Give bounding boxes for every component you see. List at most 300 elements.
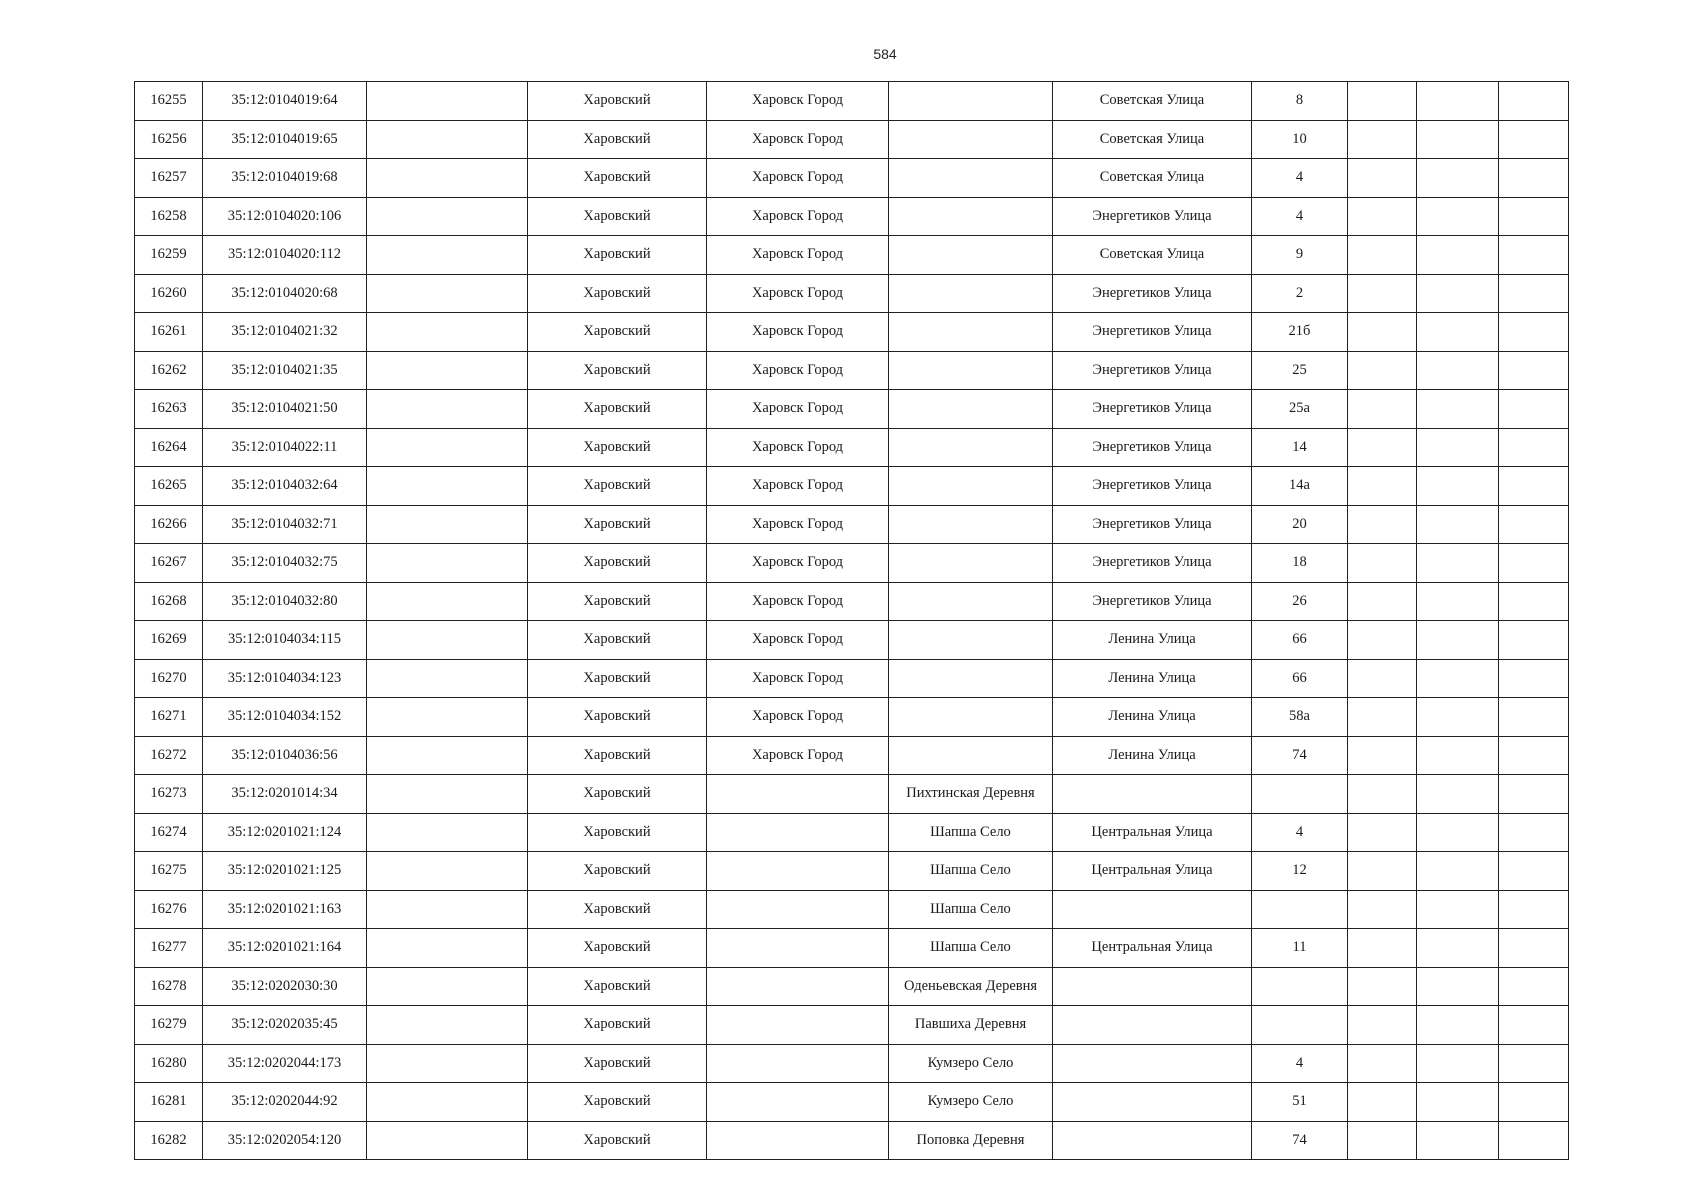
empty-cell xyxy=(1348,929,1417,968)
table-row xyxy=(135,890,1569,929)
street-cell: Энергетиков Улица xyxy=(1053,428,1252,467)
table-row xyxy=(135,929,1569,968)
empty-cell xyxy=(1499,544,1569,583)
empty-cell xyxy=(1499,351,1569,390)
empty-cell xyxy=(367,698,528,737)
street-cell xyxy=(1053,1006,1252,1045)
settlement-cell xyxy=(889,236,1053,275)
district-cell: Харовский xyxy=(528,1044,707,1083)
empty-cell xyxy=(1499,775,1569,814)
empty-cell xyxy=(1417,967,1499,1006)
cadastral-number-cell: 35:12:0104022:11 xyxy=(203,428,367,467)
cadastral-number-cell: 35:12:0104021:50 xyxy=(203,390,367,429)
empty-cell xyxy=(1417,1006,1499,1045)
cadastral-number-cell: 35:12:0202044:173 xyxy=(203,1044,367,1083)
row-number-cell: 16268 xyxy=(135,582,203,621)
cadastral-number-cell: 35:12:0104032:64 xyxy=(203,467,367,506)
house-number-cell: 74 xyxy=(1252,1121,1348,1160)
cadastral-number-cell: 35:12:0104034:152 xyxy=(203,698,367,737)
settlement-cell xyxy=(889,390,1053,429)
table-row xyxy=(135,467,1569,506)
empty-cell xyxy=(1499,929,1569,968)
district-cell: Харовский xyxy=(528,544,707,583)
empty-cell xyxy=(1348,852,1417,891)
house-number-cell xyxy=(1252,890,1348,929)
empty-cell xyxy=(1348,197,1417,236)
empty-cell xyxy=(1417,736,1499,775)
city-cell: Харовск Город xyxy=(707,236,889,275)
settlement-cell xyxy=(889,582,1053,621)
cadastral-number-cell: 35:12:0202054:120 xyxy=(203,1121,367,1160)
empty-cell xyxy=(1348,544,1417,583)
row-number-cell: 16255 xyxy=(135,82,203,121)
row-number-cell: 16260 xyxy=(135,274,203,313)
empty-cell xyxy=(1499,467,1569,506)
row-number-cell: 16259 xyxy=(135,236,203,275)
empty-cell xyxy=(1348,775,1417,814)
house-number-cell: 74 xyxy=(1252,736,1348,775)
cadastral-number-cell: 35:12:0104020:68 xyxy=(203,274,367,313)
row-number-cell: 16281 xyxy=(135,1083,203,1122)
empty-cell xyxy=(1417,313,1499,352)
empty-cell xyxy=(1417,890,1499,929)
city-cell: Харовск Город xyxy=(707,582,889,621)
city-cell: Харовск Город xyxy=(707,82,889,121)
empty-cell xyxy=(367,428,528,467)
row-number-cell: 16266 xyxy=(135,505,203,544)
empty-cell xyxy=(1417,1121,1499,1160)
city-cell xyxy=(707,1083,889,1122)
page-number: 584 xyxy=(873,46,897,62)
empty-cell xyxy=(1499,390,1569,429)
empty-cell xyxy=(1348,313,1417,352)
district-cell: Харовский xyxy=(528,82,707,121)
house-number-cell: 66 xyxy=(1252,621,1348,660)
empty-cell xyxy=(367,1044,528,1083)
settlement-cell: Шапша Село xyxy=(889,852,1053,891)
street-cell: Советская Улица xyxy=(1053,82,1252,121)
row-number-cell: 16264 xyxy=(135,428,203,467)
empty-cell xyxy=(367,197,528,236)
cadastral-number-cell: 35:12:0104020:112 xyxy=(203,236,367,275)
empty-cell xyxy=(1417,505,1499,544)
cadastral-number-cell: 35:12:0202030:30 xyxy=(203,967,367,1006)
street-cell xyxy=(1053,1083,1252,1122)
table-row xyxy=(135,967,1569,1006)
settlement-cell: Шапша Село xyxy=(889,813,1053,852)
settlement-cell xyxy=(889,313,1053,352)
street-cell: Ленина Улица xyxy=(1053,698,1252,737)
empty-cell xyxy=(1348,736,1417,775)
empty-cell xyxy=(1348,236,1417,275)
city-cell: Харовск Город xyxy=(707,505,889,544)
empty-cell xyxy=(367,544,528,583)
city-cell: Харовск Город xyxy=(707,159,889,198)
empty-cell xyxy=(1499,197,1569,236)
street-cell: Энергетиков Улица xyxy=(1053,197,1252,236)
empty-cell xyxy=(367,390,528,429)
empty-cell xyxy=(1499,1006,1569,1045)
row-number-cell: 16271 xyxy=(135,698,203,737)
table-row xyxy=(135,351,1569,390)
street-cell: Советская Улица xyxy=(1053,159,1252,198)
empty-cell xyxy=(1417,659,1499,698)
empty-cell xyxy=(367,313,528,352)
empty-cell xyxy=(1348,582,1417,621)
empty-cell xyxy=(1417,1044,1499,1083)
empty-cell xyxy=(1417,274,1499,313)
row-number-cell: 16275 xyxy=(135,852,203,891)
city-cell: Харовск Город xyxy=(707,544,889,583)
settlement-cell xyxy=(889,544,1053,583)
row-number-cell: 16272 xyxy=(135,736,203,775)
cadastral-number-cell: 35:12:0104021:32 xyxy=(203,313,367,352)
table-row xyxy=(135,698,1569,737)
empty-cell xyxy=(1417,929,1499,968)
house-number-cell: 14 xyxy=(1252,428,1348,467)
cadastral-number-cell: 35:12:0104019:68 xyxy=(203,159,367,198)
district-cell: Харовский xyxy=(528,967,707,1006)
empty-cell xyxy=(1499,698,1569,737)
district-cell: Харовский xyxy=(528,890,707,929)
empty-cell xyxy=(1499,813,1569,852)
settlement-cell: Шапша Село xyxy=(889,929,1053,968)
street-cell: Энергетиков Улица xyxy=(1053,274,1252,313)
cadastral-number-cell: 35:12:0104034:123 xyxy=(203,659,367,698)
district-cell: Харовский xyxy=(528,1083,707,1122)
city-cell xyxy=(707,967,889,1006)
table-row xyxy=(135,813,1569,852)
empty-cell xyxy=(1417,813,1499,852)
table-row xyxy=(135,505,1569,544)
table-row xyxy=(135,236,1569,275)
row-number-cell: 16262 xyxy=(135,351,203,390)
empty-cell xyxy=(367,736,528,775)
table-row xyxy=(135,775,1569,814)
city-cell: Харовск Город xyxy=(707,428,889,467)
street-cell: Центральная Улица xyxy=(1053,813,1252,852)
row-number-cell: 16270 xyxy=(135,659,203,698)
empty-cell xyxy=(1348,621,1417,660)
district-cell: Харовский xyxy=(528,929,707,968)
cadastral-number-cell: 35:12:0202044:92 xyxy=(203,1083,367,1122)
empty-cell xyxy=(1499,1044,1569,1083)
empty-cell xyxy=(1499,659,1569,698)
district-cell: Харовский xyxy=(528,236,707,275)
cadastral-number-cell: 35:12:0201021:125 xyxy=(203,852,367,891)
house-number-cell: 9 xyxy=(1252,236,1348,275)
street-cell: Ленина Улица xyxy=(1053,621,1252,660)
street-cell: Энергетиков Улица xyxy=(1053,390,1252,429)
cadastral-number-cell: 35:12:0202035:45 xyxy=(203,1006,367,1045)
house-number-cell: 4 xyxy=(1252,813,1348,852)
row-number-cell: 16256 xyxy=(135,120,203,159)
cadastral-number-cell: 35:12:0201021:163 xyxy=(203,890,367,929)
empty-cell xyxy=(367,813,528,852)
house-number-cell: 18 xyxy=(1252,544,1348,583)
empty-cell xyxy=(1348,1006,1417,1045)
empty-cell xyxy=(367,505,528,544)
settlement-cell xyxy=(889,736,1053,775)
table-row xyxy=(135,736,1569,775)
empty-cell xyxy=(367,621,528,660)
row-number-cell: 16277 xyxy=(135,929,203,968)
empty-cell xyxy=(367,1006,528,1045)
empty-cell xyxy=(1499,852,1569,891)
settlement-cell xyxy=(889,659,1053,698)
district-cell: Харовский xyxy=(528,659,707,698)
empty-cell xyxy=(1499,236,1569,275)
house-number-cell: 25а xyxy=(1252,390,1348,429)
empty-cell xyxy=(1417,1083,1499,1122)
district-cell: Харовский xyxy=(528,582,707,621)
settlement-cell: Кумзеро Село xyxy=(889,1044,1053,1083)
empty-cell xyxy=(1348,890,1417,929)
district-cell: Харовский xyxy=(528,159,707,198)
empty-cell xyxy=(367,1083,528,1122)
district-cell: Харовский xyxy=(528,351,707,390)
street-cell: Ленина Улица xyxy=(1053,736,1252,775)
cadastral-number-cell: 35:12:0201021:164 xyxy=(203,929,367,968)
empty-cell xyxy=(1417,775,1499,814)
registry-table-body xyxy=(135,82,1569,1160)
empty-cell xyxy=(1417,582,1499,621)
empty-cell xyxy=(1499,159,1569,198)
table-row xyxy=(135,1006,1569,1045)
city-cell xyxy=(707,1006,889,1045)
empty-cell xyxy=(1348,428,1417,467)
house-number-cell: 4 xyxy=(1252,197,1348,236)
street-cell: Энергетиков Улица xyxy=(1053,582,1252,621)
empty-cell xyxy=(1417,236,1499,275)
city-cell: Харовск Город xyxy=(707,390,889,429)
empty-cell xyxy=(1499,621,1569,660)
table-row xyxy=(135,1044,1569,1083)
city-cell xyxy=(707,1121,889,1160)
house-number-cell: 58а xyxy=(1252,698,1348,737)
house-number-cell: 21б xyxy=(1252,313,1348,352)
house-number-cell xyxy=(1252,1006,1348,1045)
empty-cell xyxy=(1417,351,1499,390)
empty-cell xyxy=(1348,1044,1417,1083)
empty-cell xyxy=(1417,428,1499,467)
settlement-cell xyxy=(889,159,1053,198)
empty-cell xyxy=(1417,197,1499,236)
district-cell: Харовский xyxy=(528,621,707,660)
settlement-cell xyxy=(889,197,1053,236)
empty-cell xyxy=(367,1121,528,1160)
empty-cell xyxy=(1417,159,1499,198)
table-row xyxy=(135,428,1569,467)
empty-cell xyxy=(1499,967,1569,1006)
empty-cell xyxy=(367,890,528,929)
house-number-cell xyxy=(1252,967,1348,1006)
district-cell: Харовский xyxy=(528,428,707,467)
street-cell: Советская Улица xyxy=(1053,120,1252,159)
settlement-cell xyxy=(889,621,1053,660)
empty-cell xyxy=(1348,659,1417,698)
row-number-cell: 16274 xyxy=(135,813,203,852)
cadastral-number-cell: 35:12:0104032:80 xyxy=(203,582,367,621)
table-row xyxy=(135,82,1569,121)
street-cell: Энергетиков Улица xyxy=(1053,505,1252,544)
row-number-cell: 16267 xyxy=(135,544,203,583)
district-cell: Харовский xyxy=(528,274,707,313)
street-cell: Советская Улица xyxy=(1053,236,1252,275)
empty-cell xyxy=(1348,1121,1417,1160)
row-number-cell: 16263 xyxy=(135,390,203,429)
settlement-cell xyxy=(889,274,1053,313)
house-number-cell: 4 xyxy=(1252,1044,1348,1083)
district-cell: Харовский xyxy=(528,467,707,506)
empty-cell xyxy=(1499,313,1569,352)
settlement-cell xyxy=(889,467,1053,506)
settlement-cell: Павшиха Деревня xyxy=(889,1006,1053,1045)
city-cell: Харовск Город xyxy=(707,351,889,390)
empty-cell xyxy=(1348,351,1417,390)
cadastral-number-cell: 35:12:0104036:56 xyxy=(203,736,367,775)
empty-cell xyxy=(367,159,528,198)
city-cell xyxy=(707,813,889,852)
row-number-cell: 16279 xyxy=(135,1006,203,1045)
empty-cell xyxy=(367,120,528,159)
house-number-cell: 26 xyxy=(1252,582,1348,621)
house-number-cell: 11 xyxy=(1252,929,1348,968)
district-cell: Харовский xyxy=(528,1006,707,1045)
street-cell: Центральная Улица xyxy=(1053,929,1252,968)
settlement-cell: Поповка Деревня xyxy=(889,1121,1053,1160)
empty-cell xyxy=(1499,582,1569,621)
table-row xyxy=(135,852,1569,891)
district-cell: Харовский xyxy=(528,1121,707,1160)
row-number-cell: 16257 xyxy=(135,159,203,198)
street-cell xyxy=(1053,967,1252,1006)
empty-cell xyxy=(1348,698,1417,737)
cadastral-number-cell: 35:12:0201014:34 xyxy=(203,775,367,814)
row-number-cell: 16269 xyxy=(135,621,203,660)
settlement-cell: Пихтинская Деревня xyxy=(889,775,1053,814)
settlement-cell: Шапша Село xyxy=(889,890,1053,929)
empty-cell xyxy=(367,659,528,698)
empty-cell xyxy=(367,82,528,121)
table-row xyxy=(135,659,1569,698)
empty-cell xyxy=(367,582,528,621)
empty-cell xyxy=(1417,390,1499,429)
street-cell: Ленина Улица xyxy=(1053,659,1252,698)
district-cell: Харовский xyxy=(528,390,707,429)
district-cell: Харовский xyxy=(528,852,707,891)
row-number-cell: 16280 xyxy=(135,1044,203,1083)
settlement-cell xyxy=(889,698,1053,737)
city-cell: Харовск Город xyxy=(707,467,889,506)
settlement-cell xyxy=(889,120,1053,159)
empty-cell xyxy=(1499,1121,1569,1160)
table-row xyxy=(135,390,1569,429)
empty-cell xyxy=(1348,159,1417,198)
empty-cell xyxy=(367,274,528,313)
empty-cell xyxy=(367,775,528,814)
district-cell: Харовский xyxy=(528,505,707,544)
district-cell: Харовский xyxy=(528,197,707,236)
empty-cell xyxy=(1348,813,1417,852)
empty-cell xyxy=(1499,82,1569,121)
settlement-cell: Оденьевская Деревня xyxy=(889,967,1053,1006)
empty-cell xyxy=(1499,505,1569,544)
table-row xyxy=(135,159,1569,198)
row-number-cell: 16265 xyxy=(135,467,203,506)
cadastral-number-cell: 35:12:0104034:115 xyxy=(203,621,367,660)
table-row xyxy=(135,313,1569,352)
city-cell: Харовск Город xyxy=(707,274,889,313)
street-cell xyxy=(1053,775,1252,814)
street-cell: Энергетиков Улица xyxy=(1053,544,1252,583)
empty-cell xyxy=(1499,736,1569,775)
table-row xyxy=(135,544,1569,583)
empty-cell xyxy=(1417,852,1499,891)
registry-table xyxy=(134,81,1569,1160)
city-cell: Харовск Город xyxy=(707,736,889,775)
table-row xyxy=(135,197,1569,236)
city-cell: Харовск Город xyxy=(707,197,889,236)
empty-cell xyxy=(1348,274,1417,313)
settlement-cell xyxy=(889,505,1053,544)
table-row xyxy=(135,621,1569,660)
table-row xyxy=(135,1121,1569,1160)
city-cell xyxy=(707,890,889,929)
street-cell: Энергетиков Улица xyxy=(1053,313,1252,352)
house-number-cell: 66 xyxy=(1252,659,1348,698)
empty-cell xyxy=(1499,274,1569,313)
cadastral-number-cell: 35:12:0104019:64 xyxy=(203,82,367,121)
settlement-cell xyxy=(889,82,1053,121)
house-number-cell: 20 xyxy=(1252,505,1348,544)
house-number-cell: 14а xyxy=(1252,467,1348,506)
street-cell xyxy=(1053,1044,1252,1083)
district-cell: Харовский xyxy=(528,736,707,775)
settlement-cell xyxy=(889,351,1053,390)
table-row xyxy=(135,1083,1569,1122)
house-number-cell: 8 xyxy=(1252,82,1348,121)
house-number-cell: 51 xyxy=(1252,1083,1348,1122)
district-cell: Харовский xyxy=(528,313,707,352)
city-cell: Харовск Город xyxy=(707,698,889,737)
house-number-cell: 2 xyxy=(1252,274,1348,313)
row-number-cell: 16282 xyxy=(135,1121,203,1160)
house-number-cell: 12 xyxy=(1252,852,1348,891)
cadastral-number-cell: 35:12:0104032:75 xyxy=(203,544,367,583)
empty-cell xyxy=(1417,621,1499,660)
house-number-cell: 10 xyxy=(1252,120,1348,159)
empty-cell xyxy=(1348,1083,1417,1122)
city-cell xyxy=(707,852,889,891)
district-cell: Харовский xyxy=(528,120,707,159)
street-cell xyxy=(1053,1121,1252,1160)
street-cell: Энергетиков Улица xyxy=(1053,351,1252,390)
empty-cell xyxy=(1348,967,1417,1006)
street-cell: Энергетиков Улица xyxy=(1053,467,1252,506)
row-number-cell: 16258 xyxy=(135,197,203,236)
district-cell: Харовский xyxy=(528,775,707,814)
empty-cell xyxy=(1348,390,1417,429)
empty-cell xyxy=(367,929,528,968)
empty-cell xyxy=(367,351,528,390)
empty-cell xyxy=(1499,890,1569,929)
cadastral-number-cell: 35:12:0104032:71 xyxy=(203,505,367,544)
street-cell xyxy=(1053,890,1252,929)
row-number-cell: 16278 xyxy=(135,967,203,1006)
empty-cell xyxy=(1348,120,1417,159)
empty-cell xyxy=(367,967,528,1006)
